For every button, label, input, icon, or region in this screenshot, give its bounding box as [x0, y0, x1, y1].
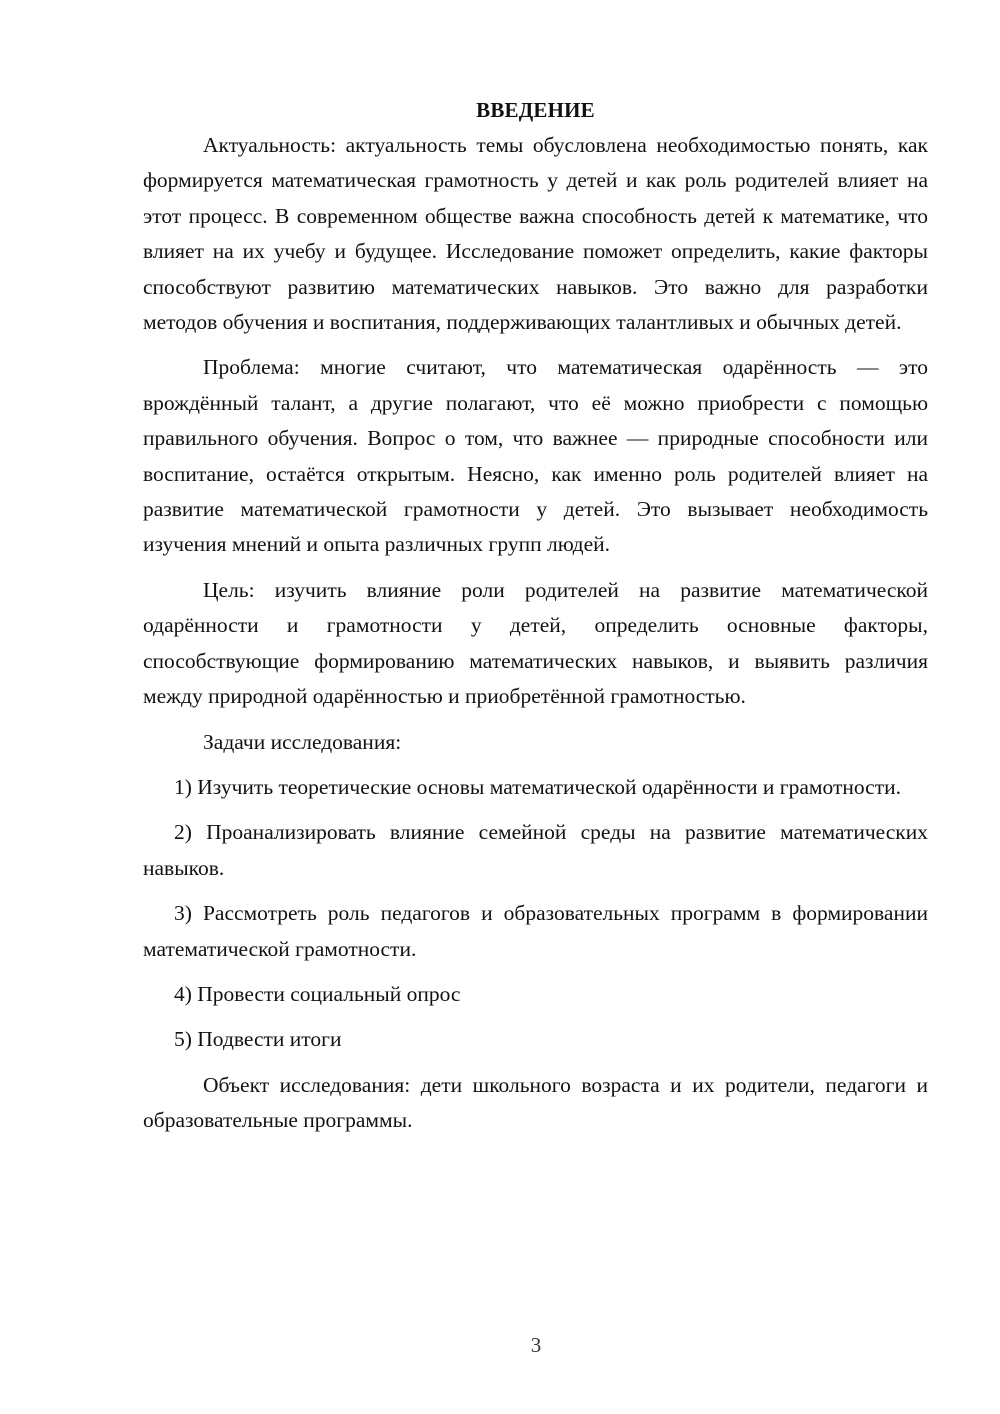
paragraph-goal: Цель: изучить влияние роли родителей на развитие математической одарённости и грамотности у детей, определить основные факторы, способствующие формированию математических навыков, и выявить различия между природной одарённостью и приобретённой грамотностью. [143, 577, 928, 709]
task-item-3: 3) Рассмотреть роль педагогов и образовательных программ в формировании математической грамотности. [143, 901, 928, 961]
paragraph-object: Объект исследования: дети школьного возраста и их родители, педагоги и образовательные программы. [143, 1072, 928, 1133]
page-number: 3 [530, 1333, 542, 1357]
task-item-2: 2) Проанализировать влияние семейной среды на развитие математических навыков. [143, 820, 928, 880]
paragraph-problem: Проблема: многие считают, что математическая одарённость — это врождённый талант, а другие полагают, что её можно приобрести с помощью правильного обучения. Вопрос о том, что важнее — природные способности или воспитание, остаётся открытым. Неясно, как именно роль родителей влияет на развитие математической грамотности у детей. Это вызывает необходимость изучения мнений и опыта различных групп людей. [143, 355, 928, 557]
document-body [143, 93, 928, 1149]
task-item-5: 5) Подвести итоги [174, 1027, 342, 1052]
section-heading: ВВЕДЕНИЕ [476, 98, 595, 122]
task-item-4: 4) Провести социальный опрос [174, 981, 461, 1006]
paragraph-tasks-title: Задачи исследования: [203, 729, 402, 754]
task-item-1: 1) Изучить теоретические основы математической одарённости и грамотности. [174, 774, 901, 799]
paragraph-relevance: Актуальность: актуальность темы обусловлена необходимостью понять, как формируется математическая грамотность у детей и как роль родителей влияет на этот процесс. В современном обществе важна способность детей к математике, что влияет на их учебу и будущее. Исследование поможет определить, какие факторы способствуют развитию математических навыков. Это важно для разработки методов обучения и воспитания, поддерживающих талантливых и обычных детей. [143, 133, 928, 335]
